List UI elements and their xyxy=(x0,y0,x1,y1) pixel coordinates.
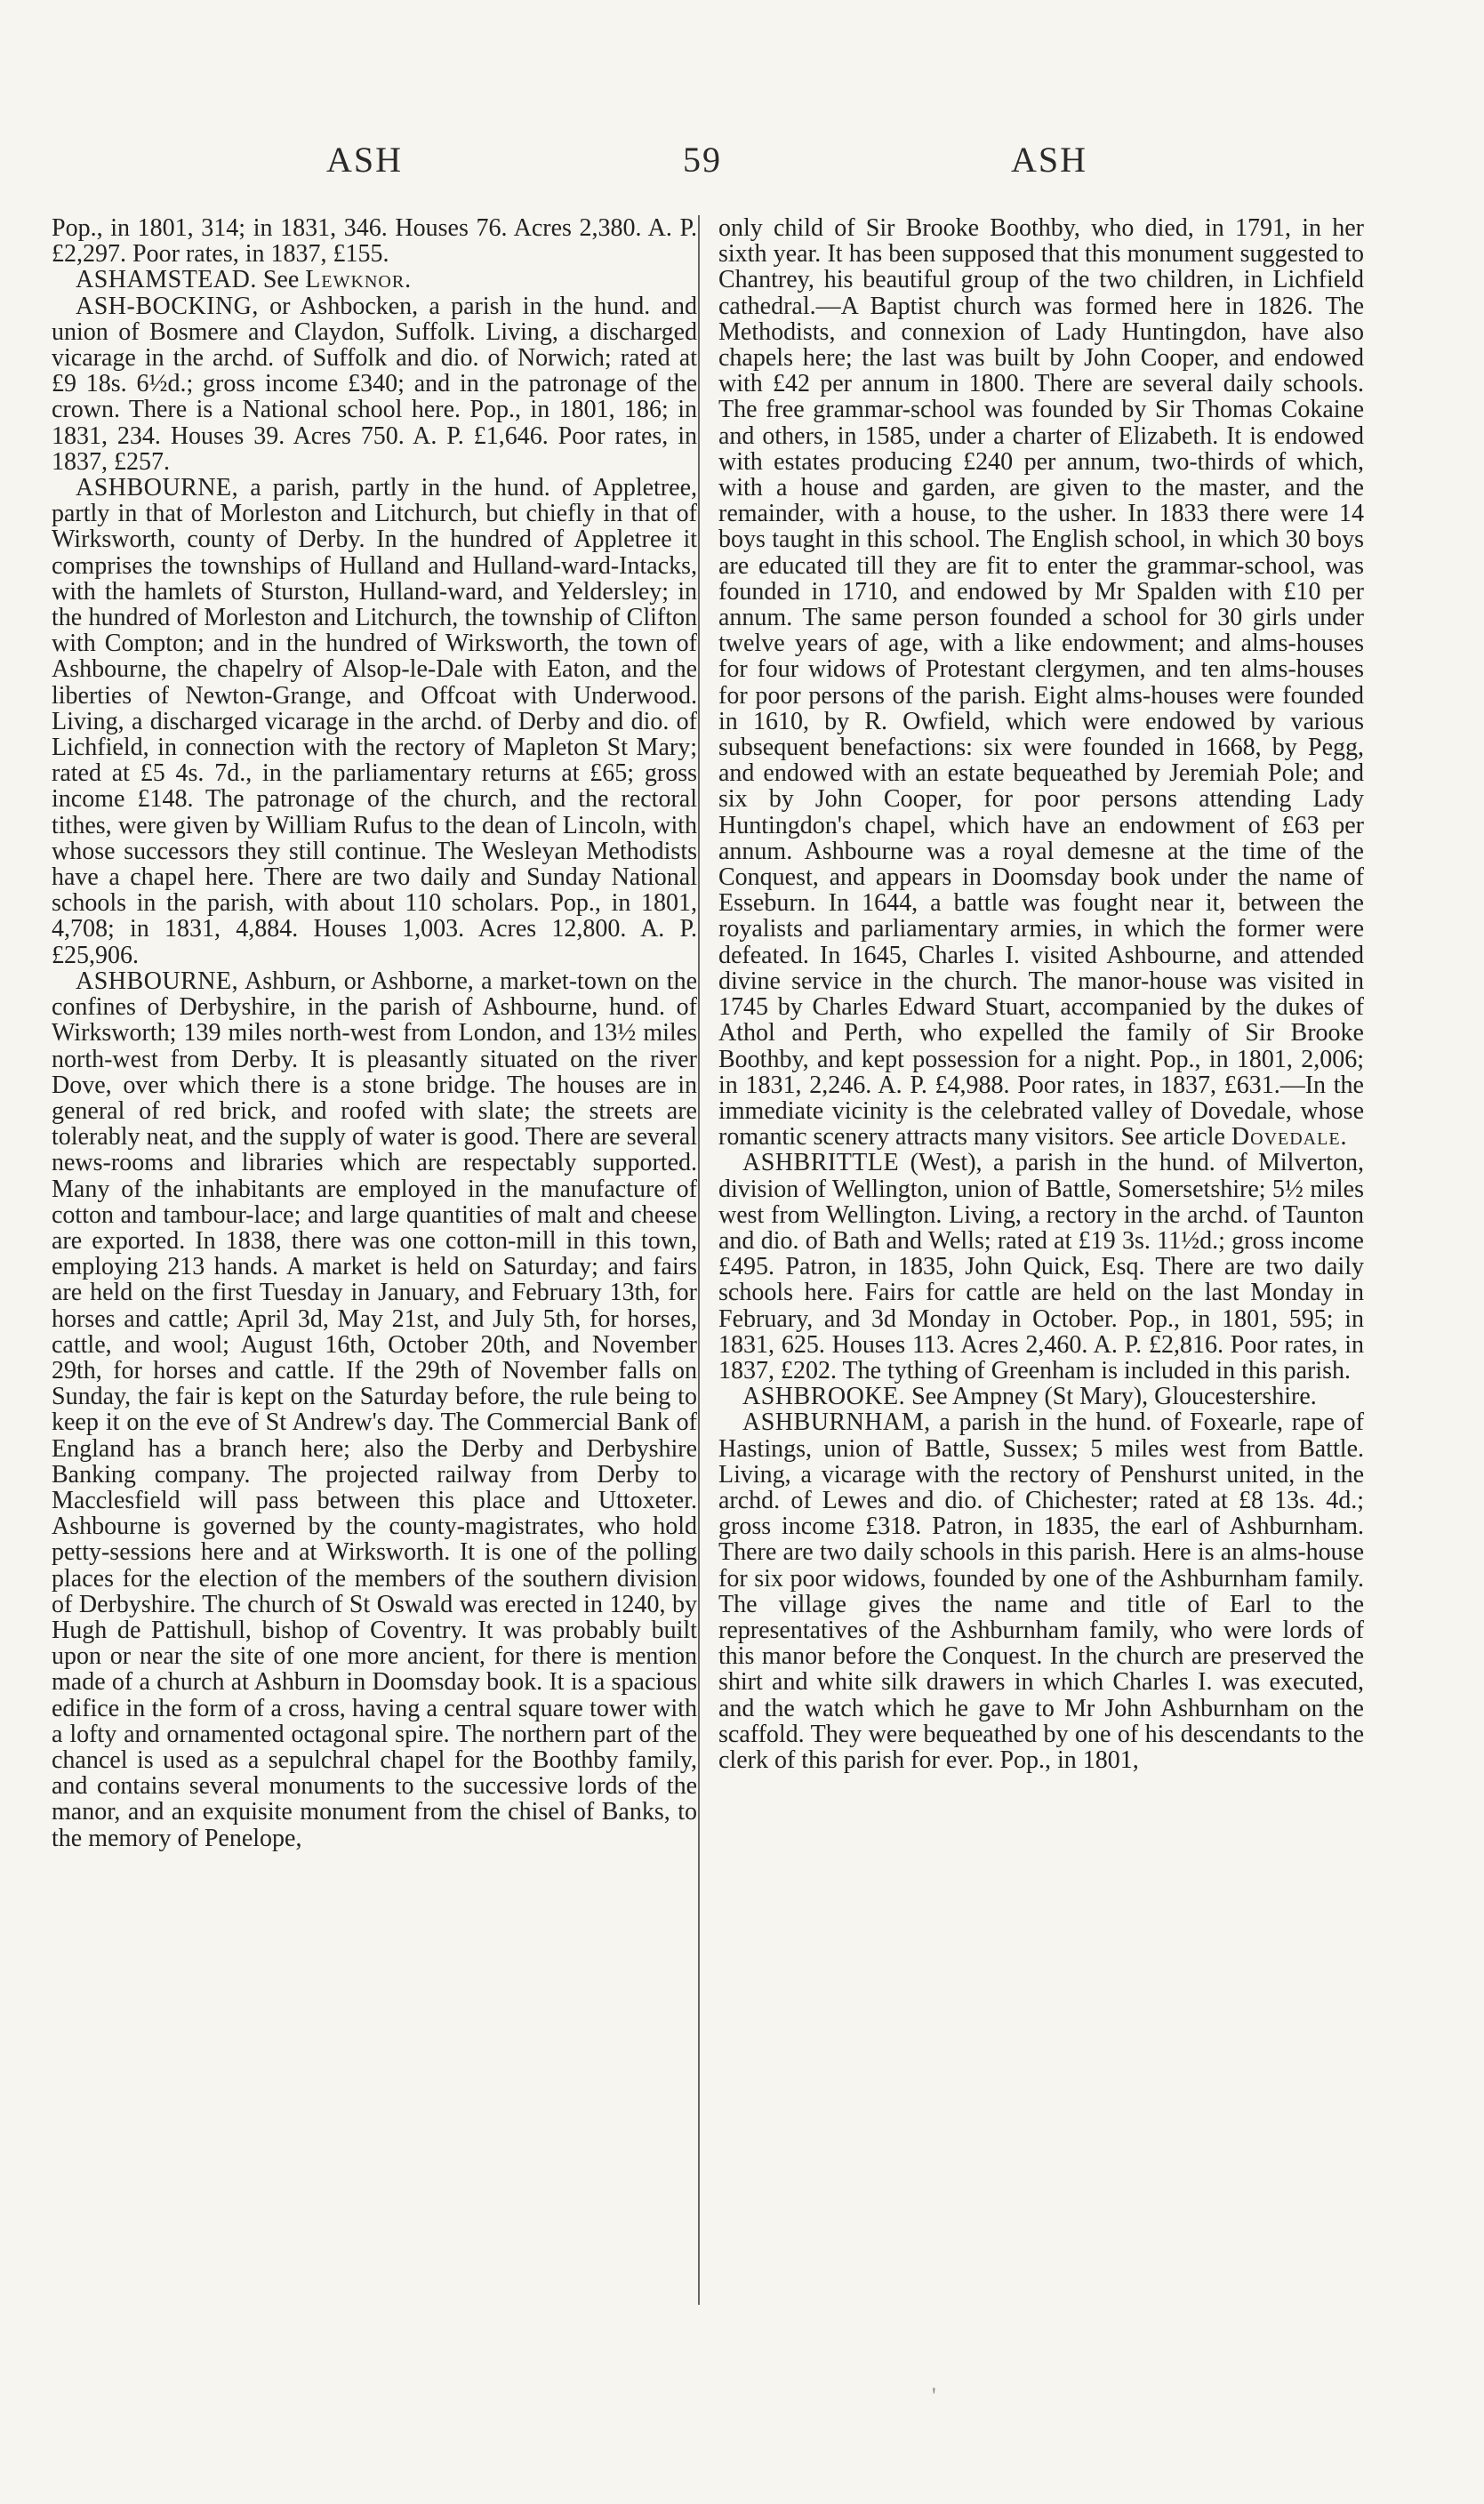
entry-text: or Ashbocken, a parish in the hund. and union of Bosmere and Claydon, Suffolk. Living, a discharged vicarage in the archd. of Suffolk and dio. of Norwich; rated at £9 18s. 6½d.; gross income £340; and in the patronage of the crown. There is a National school here. Pop., in 1801, 186; in 1831, 234. Houses 39. Acres 750. A. P. £1,646. Poor rates, in 1837, £257. xyxy=(52,292,697,476)
entry-headword: ASHBURNHAM, xyxy=(742,1408,931,1437)
entry-text: a parish in the hund. of Foxearle, rape of Hastings, union of Battle, Sussex; 5 miles west from Battle. Living, a vicarage with the rectory of Penshurst united, in the archd. of Lewes and dio. of Chichester; rated at £8 13s. 4d.; gross income £318. Patron, in 1835, the earl of Ashburnham. There are two daily schools in this parish. Here is an alms-house for six poor widows, founded by one of the Ashburnham family. The village gives the name and title of Earl to the representatives of the Ashburnham family, who were lords of this manor before the Conquest. In the church are preserved the shirt and white silk drawers in which Charles I. was executed, and the watch which he gave to Mr John Ashburnham on the scaffold. They were bequeathed by one of his descendants to the clerk of this parish for ever. Pop., in 1801, xyxy=(718,1408,1364,1774)
entry xyxy=(52,267,697,293)
page-number: 59 xyxy=(683,140,722,180)
entry-text: (West), a parish in the hund. of Milverton, division of Wellington, union of Battle, Somersetshire; 5½ miles west from Wellington. Living, a rectory in the archd. of Taunton and dio. of Bath and Wells; rated at £19 3s. 11½d.; gross income £495. Patron, in 1835, John Quick, Esq. There are two daily schools here. Fairs for cattle are held on the last Monday in February, and 3d Monday in October. Pop., in 1801, 595; in 1831, 625. Houses 113. Acres 2,460. A. P. £2,816. Poor rates, in 1837, £202. The tything of Greenham is included in this parish. xyxy=(718,1149,1364,1384)
cross-reference: Lewknor. xyxy=(305,266,413,294)
entry xyxy=(718,1150,1364,1384)
entry-headword: ASHBOURNE, xyxy=(76,967,239,995)
entry-headword: ASH-BOCKING, xyxy=(76,292,259,320)
cross-reference: Dovedale. xyxy=(1231,1123,1348,1152)
entry-text: a parish, partly in the hund. of Appletree, partly in that of Morleston and Litchurch, but chiefly in that of Wirksworth, county of Derby. In the hundred of Appletree it comprises the townships of Hulland and Hulland-ward-Intacks, with the hamlets of Sturston, Hulland-ward, and Yeldersley; in the hundred of Morleston and Litchurch, the township of Clifton with Compton; and in the hundred of Wirksworth, the town of Ashbourne, the chapelry of Alsop-le-Dale with Eaton, and the liberties of Newton-Grange, and Offcoat with Underwood. Living, a discharged vicarage in the archd. of Derby and dio. of Lichfield, in connection with the rectory of Mapleton St Mary; rated at £5 4s. 7d., in the parliamentary returns at £65; gross income £148. The patronage of the church, and the rectoral tithes, were given by William Rufus to the dean of Lincoln, with whose successors they still continue. The Wesleyan Methodists have a chapel here. There are two daily and Sunday National schools in the parish, with about 110 scholars. Pop., in 1801, 4,708; in 1831, 4,884. Houses 1,003. Acres 12,800. A. P. £25,906. xyxy=(52,474,697,969)
entry xyxy=(718,215,1364,1150)
entry-text: Pop., in 1801, 314; in 1831, 346. Houses 76. Acres 2,380. A. P. £2,297. Poor rates, in 1837, £155. xyxy=(52,214,697,269)
entry-text: Ashburn, or Ashborne, a market-town on the confines of Derbyshire, in the parish of Ashbourne, hund. of Wirksworth; 139 miles north-west from London, and 13½ miles north-west from Derby. It is pleasantly situated on the river Dove, over which there is a stone bridge. The houses are in general of red brick, and roofed with slate; the streets are tolerably neat, and the supply of water is good. There are several news-rooms and libraries which are respectably supported. Many of the inhabitants are employed in the manufacture of cotton and tambour-lace; and large quantities of malt and cheese are exported. In 1838, there was one cotton-mill in this town, employing 213 hands. A market is held on Saturday; and fairs are held on the first Tuesday in January, and February 13th, for horses and cattle; April 3d, May 21st, and July 5th, for horses, cattle, and wool; August 16th, October 20th, and November 29th, for horses and cattle. If the 29th of November falls on Sunday, the fair is kept on the Saturday before, the rule being to keep it on the eve of St Andrew's day. The Commercial Bank of England has a branch here; also the Derby and Derbyshire Banking company. The projected railway from Derby to Macclesfield will pass between this place and Uttoxeter. Ashbourne is governed by the county-magistrates, who hold petty-sessions here and at Wirksworth. It is one of the polling places for the election of the members of the southern division of Derbyshire. The church of St Oswald was erected in 1240, by Hugh de Pattishull, bishop of Coventry. It was probably built upon or near the site of one more ancient, for there is mention made of a church at Ashburn in Doomsday book. It is a spacious edifice in the form of a cross, having a central square tower with a lofty and ornamented octagonal spire. The northern part of the chancel is used as a sepulchral chapel for the Boothby family, and contains several monuments to the successive lords of the manor, and an exquisite monument from the chisel of Banks, to the memory of Penelope, xyxy=(52,967,697,1852)
running-header xyxy=(0,139,1484,183)
stray-mark: ' xyxy=(932,2383,936,2409)
entry-text: See Ampney (St Mary), Gloucestershire. xyxy=(905,1383,1317,1411)
entry-text: See xyxy=(256,266,306,294)
entry xyxy=(52,968,697,1851)
header-left-word: ASH xyxy=(326,140,404,180)
entry-headword: ASHBROOKE. xyxy=(742,1383,906,1411)
header-right-word: ASH xyxy=(1011,140,1088,180)
entry-headword: ASHAMSTEAD. xyxy=(76,266,257,294)
right-column xyxy=(718,215,1364,1773)
entry xyxy=(52,293,697,475)
entry xyxy=(52,475,697,968)
entry-headword: ASHBRITTLE xyxy=(742,1149,900,1177)
entry xyxy=(718,1384,1364,1409)
left-column xyxy=(52,215,697,1851)
entry-headword: ASHBOURNE, xyxy=(76,474,239,502)
entry xyxy=(52,215,697,267)
entry-text: only child of Sir Brooke Boothby, who died, in 1791, in her sixth year. It has been supposed that this monument suggested to Chantrey, his beautiful group of the two children, in Lichfield cathedral.—A Baptist church was formed here in 1826. The Methodists, and connexion of Lady Huntingdon, have also chapels here; the last was built by John Cooper, and endowed with £42 per annum in 1800. There are several daily schools. The free grammar-school was founded by Sir Thomas Cokaine and others, in 1585, under a charter of Elizabeth. It is endowed with estates producing £240 per annum, two-thirds of which, with a house and garden, are given to the master, and the remainder, with a house, to the usher. In 1833 there were 14 boys taught in this school. The English school, in which 30 boys are educated till they are fit to enter the grammar-school, was founded in 1710, and endowed by Mr Spalden with £10 per annum. The same person founded a school for 30 girls under twelve years of age, with a like endowment; and alms-houses for four widows of Protestant clergymen, and ten alms-houses for poor persons of the parish. Eight alms-houses were founded in 1610, by R. Owfield, which were endowed by various subsequent benefactions: six were founded in 1668, by Pegg, and endowed with an estate bequeathed by Jeremiah Pole; and six by John Cooper, for poor persons attending Lady Huntingdon's chapel, which have an endowment of £63 per annum. Ashbourne was a royal demesne at the time of the Conquest, and appears in Doomsday book under the name of Esseburn. In 1644, a battle was fought near it, between the royalists and parliamentary armies, in which the former were defeated. In 1645, Charles I. visited Ashbourne, and attended divine service in the church. The manor-house was visited in 1745 by Charles Edward Stuart, accompanied by the dukes of Athol and Perth, who expelled the family of Sir Brooke Boothby, and kept possession for a night. Pop., in 1801, 2,006; in 1831, 2,246. A. P. £4,988. Poor rates, in 1837, £631.—In the immediate vicinity is the celebrated valley of Dovedale, whose romantic scenery attracts many visitors. See article xyxy=(718,214,1364,1152)
column-divider xyxy=(698,215,700,2305)
entry xyxy=(718,1409,1364,1773)
